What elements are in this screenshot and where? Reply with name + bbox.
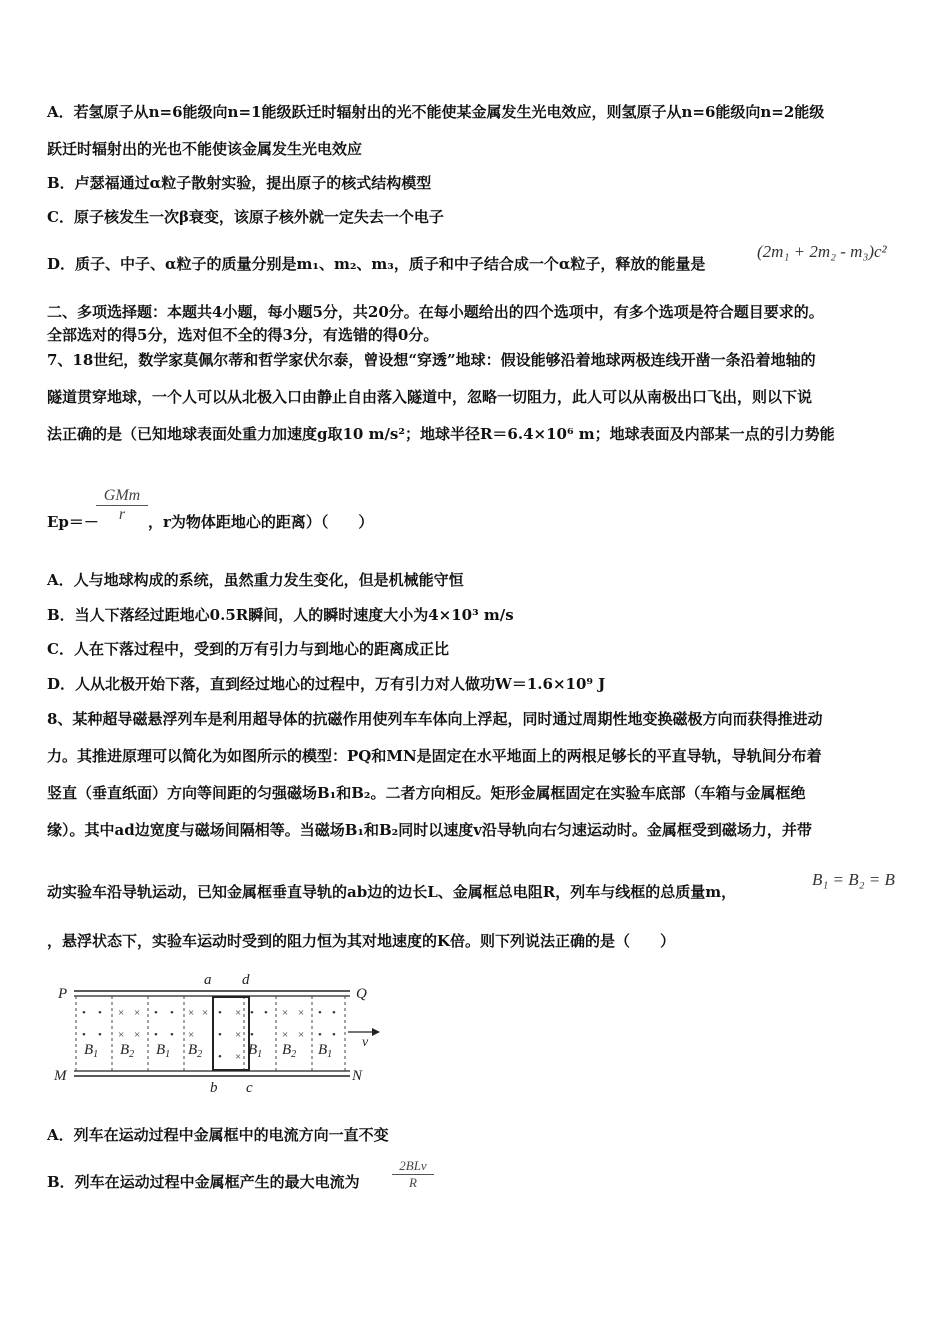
- q8-stem-line6: ，悬浮状态下，实验车运动时受到的阻力恒为其对地速度的K倍。则下列说法正确的是（ ）: [47, 932, 676, 950]
- rail-label-q: Q: [356, 986, 367, 1002]
- svg-text:•: •: [82, 1007, 86, 1019]
- svg-text:×: ×: [118, 1029, 125, 1041]
- corner-label-c: c: [246, 1080, 253, 1096]
- section2-header-line2: 全部选对的得5分，选对但不全的得3分，有选错的得0分。: [47, 326, 439, 344]
- q7-stem-line3: 法正确的是（已知地球表面处重力加速度g取10 m/s²；地球半径R＝6.4×10⁶ m；地球表面及内部某一点的引力势能: [47, 425, 835, 443]
- svg-text:•: •: [332, 1029, 336, 1041]
- svg-text:•: •: [170, 1029, 174, 1041]
- section2-header-line1: 二、多项选择题：本题共4小题，每小题5分，共20分。在每小题给出的四个选项中，有多个选项是符合题目要求的。: [47, 303, 824, 321]
- svg-text:×: ×: [282, 1029, 289, 1041]
- q8-option-a: A．列车在运动过程中金属框中的电流方向一直不变: [47, 1126, 389, 1144]
- rail-label-p: P: [58, 986, 68, 1002]
- q8-option-b-fraction: [392, 1158, 434, 1191]
- svg-text:•: •: [170, 1007, 174, 1019]
- svg-text:×: ×: [298, 1007, 305, 1019]
- svg-text:×: ×: [188, 1007, 195, 1019]
- q7-ep-fraction: [96, 487, 148, 524]
- q7-ep-prefix: Ep＝－: [47, 513, 99, 531]
- svg-text:•: •: [264, 1007, 268, 1019]
- q8-b-equal-formula: B₁ = B₂ = B: [812, 870, 895, 889]
- q7-ep-numerator: GMm: [96, 487, 148, 506]
- region-label-b1: $B_1$: [248, 1042, 263, 1060]
- q6-option-a-line2: 跃迁时辐射出的光也不能使该金属发生光电效应: [47, 140, 363, 158]
- q8-option-b-numerator: 2BLv: [392, 1158, 434, 1175]
- region-label-b1: $B_1$: [318, 1042, 333, 1060]
- svg-text:•: •: [218, 1007, 222, 1019]
- svg-text:•: •: [98, 1007, 102, 1019]
- svg-text:×: ×: [235, 1051, 242, 1063]
- q6-option-d: D．质子、中子、α粒子的质量分别是m₁、m₂、m₃，质子和中子结合成一个α粒子，释放的能量是: [47, 255, 706, 273]
- q8-option-b-denominator: R: [409, 1175, 417, 1190]
- svg-text:×: ×: [134, 1007, 141, 1019]
- svg-text:•: •: [154, 1029, 158, 1041]
- region-label-b2: $B_2$: [282, 1042, 297, 1060]
- svg-text:•: •: [82, 1029, 86, 1041]
- q7-ep-suffix: ，r为物体距地心的距离）（ ）: [148, 513, 374, 531]
- svg-text:×: ×: [188, 1029, 195, 1041]
- q6-option-b: B．卢瑟福通过α粒子散射实验，提出原子的核式结构模型: [47, 174, 432, 192]
- q8-stem-line2: 力。其推进原理可以简化为如图所示的模型：PQ和MN是固定在水平地面上的两根足够长的平直导轨，导轨间分布着: [47, 747, 822, 765]
- q8-stem-line4: 缘）。其中ad边宽度与磁场间隔相等。当磁场B₁和B₂同时以速度v沿导轨向右匀速运动时。金属框受到磁场力，并带: [47, 821, 812, 839]
- region-label-b2: $B_2$: [120, 1042, 135, 1060]
- region-label-b1: $B_1$: [84, 1042, 99, 1060]
- q8-stem-line5: 动实验车沿导轨运动，已知金属框垂直导轨的ab边的边长L、金属框总电阻R，列车与线框的总质量m，: [47, 883, 737, 901]
- svg-text:•: •: [218, 1051, 222, 1063]
- svg-text:×: ×: [282, 1007, 289, 1019]
- corner-label-d: d: [242, 972, 250, 988]
- svg-text:•: •: [318, 1029, 322, 1041]
- svg-text:×: ×: [235, 1029, 242, 1041]
- rail-label-n: N: [352, 1068, 363, 1084]
- q7-ep-denominator: r: [118, 506, 126, 523]
- q8-stem-line1: 8、某种超导磁悬浮列车是利用超导体的抗磁作用使列车车体向上浮起，同时通过周期性地变换磁极方向而获得推进动: [47, 710, 823, 728]
- q7-option-a: A．人与地球构成的系统，虽然重力发生变化，但是机械能守恒: [47, 571, 464, 589]
- svg-text:•: •: [318, 1007, 322, 1019]
- q7-option-d: D．人从北极开始下落，直到经过地心的过程中，万有引力对人做功W＝1.6×10⁹ J: [47, 675, 606, 693]
- rail-label-m: M: [54, 1068, 67, 1084]
- svg-text:•: •: [250, 1007, 254, 1019]
- region-label-b2: $B_2$: [188, 1042, 203, 1060]
- svg-text:×: ×: [298, 1029, 305, 1041]
- region-label-b1: $B_1$: [156, 1042, 171, 1060]
- q7-option-c: C．人在下落过程中，受到的万有引力与到地心的距离成正比: [47, 640, 449, 658]
- svg-text:•: •: [98, 1029, 102, 1041]
- q7-stem-line1: 7、18世纪，数学家莫佩尔蒂和哲学家伏尔泰，曾设想“穿透”地球：假设能够沿着地球两极连线开凿一条沿着地轴的: [47, 351, 816, 369]
- q6-option-d-formula: (2m₁ + 2m₂ - m₃)c²: [757, 242, 887, 261]
- q7-stem-line2: 隧道贯穿地球，一个人可以从北极入口由静止自由落入隧道中，忽略一切阻力，此人可以从南极出口飞出，则以下说: [47, 388, 813, 406]
- velocity-label: v: [362, 1035, 369, 1050]
- svg-text:•: •: [154, 1007, 158, 1019]
- q6-option-c: C．原子核发生一次β衰变，该原子核外就一定失去一个电子: [47, 208, 444, 226]
- maglev-figure: [50, 966, 390, 1096]
- q8-stem-line3: 竖直（垂直纸面）方向等间距的匀强磁场B₁和B₂。二者方向相反。矩形金属框固定在实验车底部（车箱与金属框绝: [47, 784, 806, 802]
- corner-label-b: b: [210, 1080, 218, 1096]
- svg-text:×: ×: [118, 1007, 125, 1019]
- svg-text:•: •: [332, 1007, 336, 1019]
- q7-option-b: B．当人下落经过距地心0.5R瞬间，人的瞬时速度大小为4×10³ m/s: [47, 606, 514, 624]
- corner-label-a: a: [204, 972, 212, 988]
- svg-text:×: ×: [202, 1007, 209, 1019]
- q6-option-a-line1: A．若氢原子从n=6能级向n=1能级跃迁时辐射出的光不能使某金属发生光电效应，则氢原子从n=6能级向n=2能级: [47, 103, 825, 121]
- svg-text:•: •: [218, 1029, 222, 1041]
- svg-text:•: •: [250, 1029, 254, 1041]
- svg-text:×: ×: [235, 1007, 242, 1019]
- svg-text:×: ×: [134, 1029, 141, 1041]
- q8-option-b: B．列车在运动过程中金属框产生的最大电流为: [47, 1173, 360, 1191]
